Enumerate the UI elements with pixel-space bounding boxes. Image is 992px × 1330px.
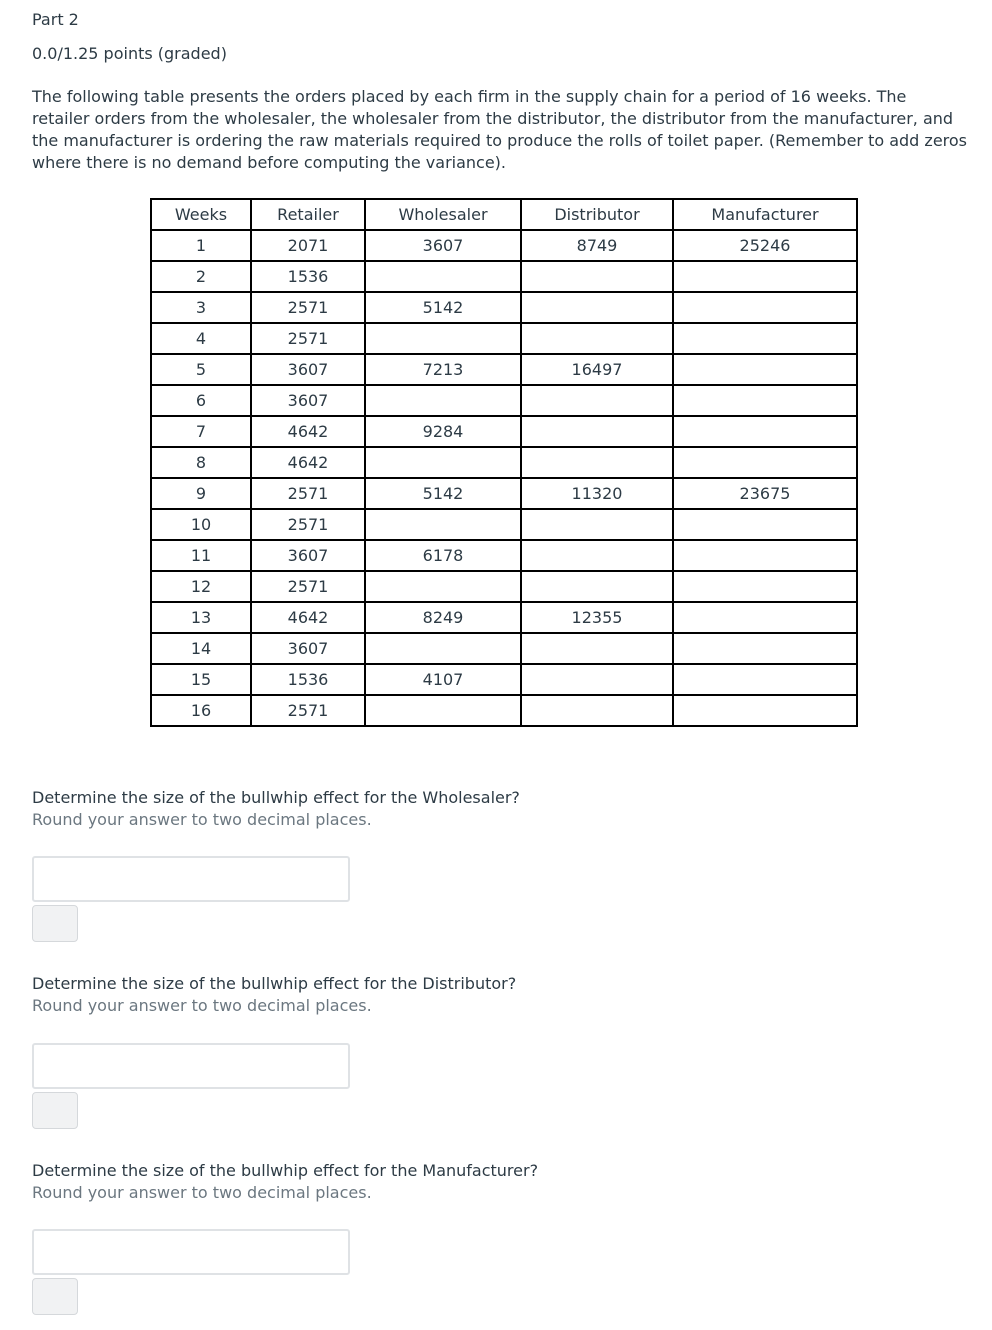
part-title: Part 2 — [32, 10, 79, 29]
table-cell: 15 — [151, 664, 251, 695]
table-cell — [521, 633, 673, 664]
header-weeks: Weeks — [151, 199, 251, 230]
table-row — [151, 261, 857, 292]
table-cell: 12355 — [521, 602, 673, 633]
table-row — [151, 323, 857, 354]
table-cell: 2571 — [251, 571, 365, 602]
table-cell: 3607 — [251, 633, 365, 664]
table-cell: 2571 — [251, 292, 365, 323]
header-wholesaler: Wholesaler — [365, 199, 521, 230]
table-cell: 1 — [151, 230, 251, 261]
table-cell — [521, 292, 673, 323]
table-cell: 16497 — [521, 354, 673, 385]
points-status: 0.0/1.25 points (graded) — [32, 44, 227, 63]
table-cell: 7213 — [365, 354, 521, 385]
table-cell: 14 — [151, 633, 251, 664]
table-row — [151, 416, 857, 447]
table-cell — [521, 571, 673, 602]
wholesaler-submit-button[interactable] — [32, 905, 78, 942]
table-cell: 2571 — [251, 509, 365, 540]
orders-table-body — [151, 230, 857, 726]
table-cell: 5142 — [365, 478, 521, 509]
table-cell: 3607 — [251, 385, 365, 416]
table-cell: 1536 — [251, 664, 365, 695]
table-cell: 23675 — [673, 478, 857, 509]
problem-description: The following table presents the orders placed by each firm in the supply chain for a period of 16 weeks. The retailer orders from the wholesaler, the wholesaler from the distributor, the distributor from the manufacturer, and the manufacturer is ordering the raw materials required to produce the rolls of toilet paper. (Remember to add zeros where there is no demand before computing the variance). — [32, 87, 968, 172]
table-cell: 2571 — [251, 695, 365, 726]
table-row — [151, 695, 857, 726]
table-cell: 4642 — [251, 447, 365, 478]
distributor-answer-input[interactable] — [32, 1043, 350, 1089]
table-cell — [521, 540, 673, 571]
question-hint: Round your answer to two decimal places. — [32, 810, 372, 829]
table-cell: 2571 — [251, 323, 365, 354]
question-hint: Round your answer to two decimal places. — [32, 1183, 372, 1202]
table-cell — [673, 664, 857, 695]
table-cell — [521, 695, 673, 726]
table-cell: 6 — [151, 385, 251, 416]
header-manufacturer: Manufacturer — [673, 199, 857, 230]
table-cell: 2571 — [251, 478, 365, 509]
table-cell: 12 — [151, 571, 251, 602]
question-distributor — [32, 973, 516, 1017]
table-cell — [365, 323, 521, 354]
table-cell: 2 — [151, 261, 251, 292]
header-distributor: Distributor — [521, 199, 673, 230]
table-cell — [673, 323, 857, 354]
table-row — [151, 354, 857, 385]
table-cell: 5 — [151, 354, 251, 385]
table-cell: 8749 — [521, 230, 673, 261]
table-cell — [365, 509, 521, 540]
table-cell — [521, 416, 673, 447]
table-row — [151, 571, 857, 602]
table-cell: 10 — [151, 509, 251, 540]
table-cell: 5142 — [365, 292, 521, 323]
table-cell: 7 — [151, 416, 251, 447]
table-row — [151, 540, 857, 571]
table-row — [151, 230, 857, 261]
table-row — [151, 478, 857, 509]
table-cell: 25246 — [673, 230, 857, 261]
manufacturer-submit-button[interactable] — [32, 1278, 78, 1315]
table-row — [151, 385, 857, 416]
table-cell: 4642 — [251, 416, 365, 447]
table-row — [151, 602, 857, 633]
table-cell: 9284 — [365, 416, 521, 447]
table-cell: 2071 — [251, 230, 365, 261]
table-cell — [673, 540, 857, 571]
table-cell — [365, 385, 521, 416]
table-cell: 8 — [151, 447, 251, 478]
orders-table — [150, 198, 858, 727]
table-cell — [673, 416, 857, 447]
table-row — [151, 664, 857, 695]
table-row — [151, 447, 857, 478]
table-cell — [673, 695, 857, 726]
question-text: Determine the size of the bullwhip effect for the Distributor? — [32, 974, 517, 993]
table-header-row — [151, 199, 857, 230]
table-cell: 4 — [151, 323, 251, 354]
question-text: Determine the size of the bullwhip effect for the Wholesaler? — [32, 788, 520, 807]
table-row — [151, 292, 857, 323]
table-cell — [673, 509, 857, 540]
table-cell: 3 — [151, 292, 251, 323]
table-cell: 1536 — [251, 261, 365, 292]
table-cell — [521, 447, 673, 478]
wholesaler-answer-input[interactable] — [32, 856, 350, 902]
header-retailer: Retailer — [251, 199, 365, 230]
table-row — [151, 633, 857, 664]
table-cell — [521, 323, 673, 354]
table-cell — [521, 509, 673, 540]
table-cell — [673, 261, 857, 292]
table-cell: 11320 — [521, 478, 673, 509]
table-cell: 4642 — [251, 602, 365, 633]
table-row — [151, 509, 857, 540]
table-cell — [673, 633, 857, 664]
table-cell: 8249 — [365, 602, 521, 633]
table-cell: 3607 — [251, 540, 365, 571]
table-cell — [521, 385, 673, 416]
table-cell — [365, 571, 521, 602]
table-cell: 16 — [151, 695, 251, 726]
table-cell — [365, 633, 521, 664]
question-hint: Round your answer to two decimal places. — [32, 996, 372, 1015]
question-text: Determine the size of the bullwhip effect for the Manufacturer? — [32, 1161, 539, 1180]
table-cell: 3607 — [365, 230, 521, 261]
table-cell — [365, 695, 521, 726]
table-cell: 13 — [151, 602, 251, 633]
table-cell — [521, 664, 673, 695]
table-cell — [673, 292, 857, 323]
question-manufacturer — [32, 1160, 538, 1204]
table-cell: 6178 — [365, 540, 521, 571]
distributor-submit-button[interactable] — [32, 1092, 78, 1129]
table-cell — [673, 447, 857, 478]
table-cell: 3607 — [251, 354, 365, 385]
table-cell — [673, 354, 857, 385]
table-cell — [365, 261, 521, 292]
table-cell — [521, 261, 673, 292]
table-cell — [673, 602, 857, 633]
table-cell — [673, 385, 857, 416]
table-cell — [673, 571, 857, 602]
table-cell: 11 — [151, 540, 251, 571]
table-cell: 4107 — [365, 664, 521, 695]
manufacturer-answer-input[interactable] — [32, 1229, 350, 1275]
table-cell: 9 — [151, 478, 251, 509]
table-cell — [365, 447, 521, 478]
question-wholesaler — [32, 787, 520, 831]
